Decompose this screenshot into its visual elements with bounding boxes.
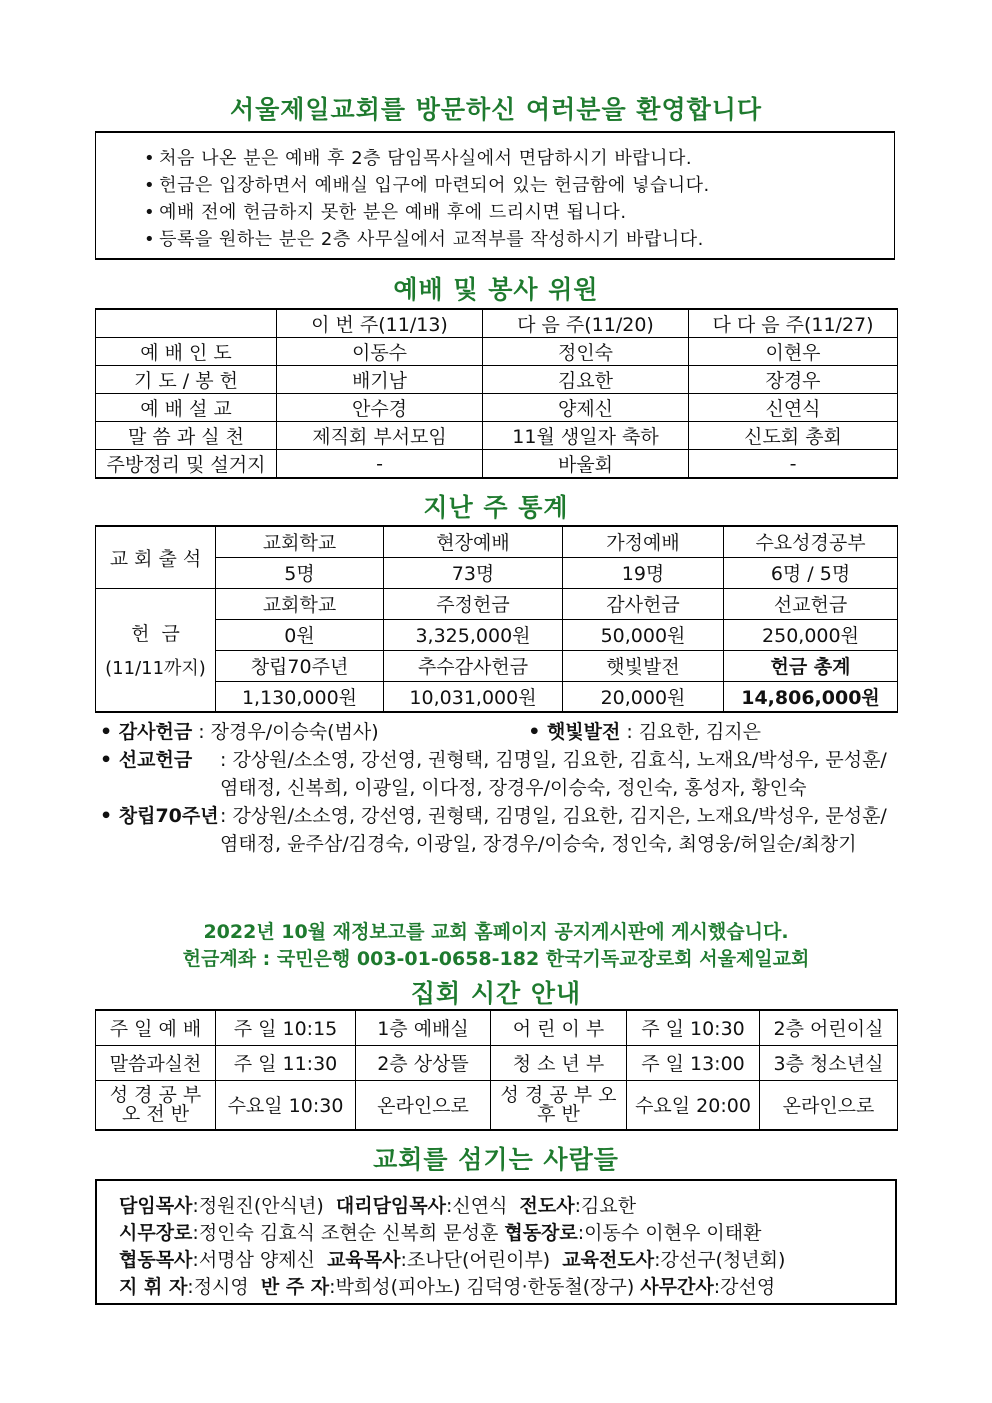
table-cell: 주방정리 및 설거지: [96, 450, 277, 479]
table-header-cell: 감사헌금: [563, 588, 724, 619]
table-header-cell: 햇빛발전: [563, 650, 724, 681]
role-label: 사무간사: [640, 1276, 714, 1298]
role-names: :신연식: [445, 1195, 520, 1217]
table-row: [96, 338, 898, 366]
people-title: 교회를 섬기는 사람들: [373, 1145, 619, 1174]
meeting-name: [491, 1080, 627, 1130]
meeting-time: 수요일 10:30: [216, 1080, 356, 1130]
table-cell: 이현우: [689, 338, 898, 366]
table-row: [96, 1080, 898, 1130]
welcome-item: • 처음 나온 분은 예배 후 2층 담임목사실에서 면담하시기 바랍니다.: [144, 145, 894, 172]
role-label: 협동목사: [119, 1249, 193, 1271]
table-cell: -: [689, 450, 898, 479]
total-header-cell: 헌금 총계: [724, 650, 898, 681]
table-row: [96, 526, 898, 557]
anniv-row: [100, 802, 900, 858]
table-cell: 신연식: [689, 394, 898, 422]
mission-value: : 강상원/소소영, 강선영, 권형택, 김명일, 김요한, 김효식, 노재요/박성우, 문성훈/염태정, 신복희, 이광일, 이다정, 장경우/이승숙, 정인숙, 홍성자, 황인숙: [220, 749, 887, 799]
table-cell: 양제신: [483, 394, 689, 422]
table-cell: 예 배 인 도: [96, 338, 277, 366]
table-row: [96, 450, 898, 479]
table-header-cell: 창립70주년: [216, 650, 384, 681]
solar-label: • 햇빛발전: [528, 721, 621, 743]
table-cell: 50,000원: [563, 619, 724, 650]
solar-value: : 김요한, 김지은: [626, 721, 762, 743]
table-cell: 20,000원: [563, 681, 724, 712]
service-staff-table: [95, 308, 898, 479]
welcome-item: • 등록을 원하는 분은 2층 사무실에서 교적부를 작성하시기 바랍니다.: [144, 226, 894, 253]
table-row: [96, 681, 898, 712]
mission-label: • 선교헌금: [100, 749, 193, 771]
table-cell: 신도회 총회: [689, 422, 898, 450]
table-header-cell: 교회학교: [216, 588, 384, 619]
table-row: [96, 394, 898, 422]
meeting-time: 주 일 11:30: [216, 1045, 356, 1080]
table-cell: 6명 / 5명: [724, 557, 898, 588]
meeting-name: 주 일 예 배: [96, 1010, 216, 1045]
table-header-cell: 다 음 주(11/20): [483, 309, 689, 338]
meeting-place: 온라인으로: [760, 1080, 898, 1130]
table-row: [96, 422, 898, 450]
role-names: :강선영: [713, 1276, 776, 1298]
table-cell: 73명: [384, 557, 563, 588]
people-box: [95, 1179, 897, 1305]
stats-table: [95, 525, 898, 713]
thanks-solar-row: [100, 718, 900, 746]
table-cell: 장경우: [689, 366, 898, 394]
table-row: [96, 619, 898, 650]
attendance-label: 교 회 출 석: [96, 526, 216, 588]
offering-label: [96, 588, 216, 712]
stats-title: 지난 주 통계: [423, 493, 569, 522]
offering-label-text: 헌 금: [131, 623, 180, 646]
role-names: :김요한: [574, 1195, 637, 1217]
meeting-place: 2층 어린이실: [760, 1010, 898, 1045]
role-label: 교육목사: [327, 1249, 401, 1271]
table-header-cell: 수요성경공부: [724, 526, 898, 557]
mission-row: [100, 746, 900, 802]
role-label: 대리담임목사: [335, 1195, 446, 1217]
table-row: [96, 650, 898, 681]
role-names: :서명삼 양제신: [192, 1249, 328, 1271]
finance-report-notice: 2022년 10월 재정보고를 교회 홈페이지 공지게시판에 게시했습니다.: [203, 921, 789, 943]
table-cell: -: [277, 450, 483, 479]
welcome-item: • 헌금은 입장하면서 예배실 입구에 마련되어 있는 헌금함에 넣습니다.: [144, 172, 894, 199]
table-cell: 기 도 / 봉 헌: [96, 366, 277, 394]
table-row: [96, 1010, 898, 1045]
role-names: :정원진(안식년): [192, 1195, 336, 1217]
service-staff-title: 예배 및 봉사 위원: [393, 275, 599, 304]
meeting-name-text: 성 경 공 부 오 전 반: [109, 1083, 202, 1125]
table-cell: 10,031,000원: [384, 681, 563, 712]
welcome-list: [96, 133, 894, 253]
meeting-name: [96, 1080, 216, 1130]
role-label: 담임목사: [119, 1195, 193, 1217]
role-names: :정시영: [187, 1276, 261, 1298]
meeting-place: 3층 청소년실: [760, 1045, 898, 1080]
table-cell: 김요한: [483, 366, 689, 394]
table-row: [96, 366, 898, 394]
people-line: [119, 1247, 895, 1274]
meeting-time: 수요일 20:00: [627, 1080, 760, 1130]
table-header-cell: [96, 309, 277, 338]
table-cell: 250,000원: [724, 619, 898, 650]
table-row: [96, 1045, 898, 1080]
offering-notes: [100, 718, 900, 858]
table-cell: 배기남: [277, 366, 483, 394]
table-cell: 제직회 부서모임: [277, 422, 483, 450]
table-cell: 이동수: [277, 338, 483, 366]
table-cell: 19명: [563, 557, 724, 588]
meeting-time: 주 일 10:15: [216, 1010, 356, 1045]
table-cell: 0원: [216, 619, 384, 650]
role-names: :이동수 이현우 이태환: [577, 1222, 762, 1244]
meeting-time: 주 일 10:30: [627, 1010, 760, 1045]
meeting-name: 어 린 이 부: [491, 1010, 627, 1045]
table-row: [96, 588, 898, 619]
role-names: :조나단(어린이부): [400, 1249, 563, 1271]
table-cell: 11월 생일자 축하: [483, 422, 689, 450]
table-header-cell: 현장예배: [384, 526, 563, 557]
anniv-value: : 강상원/소소영, 강선영, 권형택, 김명일, 김요한, 김지은, 노재요/박성우, 문성훈/염태정, 윤주삼/김경숙, 이광일, 장경우/이승숙, 정인숙, 최영웅/허일순/최창기: [220, 805, 887, 855]
table-header-cell: 추수감사헌금: [384, 650, 563, 681]
offering-sub-text: (11/11까지): [105, 658, 206, 680]
meeting-place: 2층 상상뜰: [356, 1045, 491, 1080]
table-cell: 안수경: [277, 394, 483, 422]
total-value-cell: 14,806,000원: [724, 681, 898, 712]
role-names: :정인숙 김효식 조현순 신복희 문성훈: [192, 1222, 505, 1244]
meeting-time: 주 일 13:00: [627, 1045, 760, 1080]
thanks-label: • 감사헌금: [100, 721, 193, 743]
role-label: 지 휘 자: [119, 1276, 188, 1298]
table-header-cell: 교회학교: [216, 526, 384, 557]
welcome-item: • 예배 전에 헌금하지 못한 분은 예배 후에 드리시면 됩니다.: [144, 199, 894, 226]
meetings-title: 집회 시간 안내: [410, 979, 582, 1008]
table-cell: 1,130,000원: [216, 681, 384, 712]
meeting-name: 청 소 년 부: [491, 1045, 627, 1080]
people-line: [119, 1274, 895, 1301]
role-label: 시무장로: [119, 1222, 193, 1244]
table-cell: 3,325,000원: [384, 619, 563, 650]
meeting-name-text: 성 경 공 부 오 후 반: [500, 1083, 617, 1125]
anniv-label: • 창립70주년: [100, 805, 219, 827]
meeting-place: 1층 예배실: [356, 1010, 491, 1045]
table-cell: 예 배 설 교: [96, 394, 277, 422]
role-label: 반 주 자: [260, 1276, 330, 1298]
thanks-value: : 장경우/이승숙(범사): [198, 721, 379, 743]
meetings-table: [95, 1009, 898, 1131]
welcome-box: [95, 131, 895, 260]
meeting-place: 온라인으로: [356, 1080, 491, 1130]
table-header-cell: 선교헌금: [724, 588, 898, 619]
role-label: 전도사: [519, 1195, 575, 1217]
table-cell: 바울회: [483, 450, 689, 479]
account-notice: 헌금계좌 : 국민은행 003-01-0658-182 한국기독교장로회 서울제일교회: [182, 948, 810, 970]
table-header-cell: 주정헌금: [384, 588, 563, 619]
table-header-cell: 이 번 주(11/13): [277, 309, 483, 338]
table-header-cell: 다 다 음 주(11/27): [689, 309, 898, 338]
table-cell: 정인숙: [483, 338, 689, 366]
role-names: :강선구(청년회): [654, 1249, 786, 1271]
people-line: [119, 1220, 895, 1247]
people-line: [119, 1193, 895, 1220]
table-row: [96, 557, 898, 588]
table-cell: 5명: [216, 557, 384, 588]
table-row: [96, 309, 898, 338]
meeting-name: 말씀과실천: [96, 1045, 216, 1080]
welcome-title: 서울제일교회를 방문하신 여러분을 환영합니다: [229, 95, 763, 124]
role-label: 협동장로: [504, 1222, 578, 1244]
role-label: 교육전도사: [562, 1249, 655, 1271]
table-cell: 말 씀 과 실 천: [96, 422, 277, 450]
role-names: :박희성(피아노) 김덕영·한동철(장구): [329, 1276, 641, 1298]
table-header-cell: 가정예배: [563, 526, 724, 557]
